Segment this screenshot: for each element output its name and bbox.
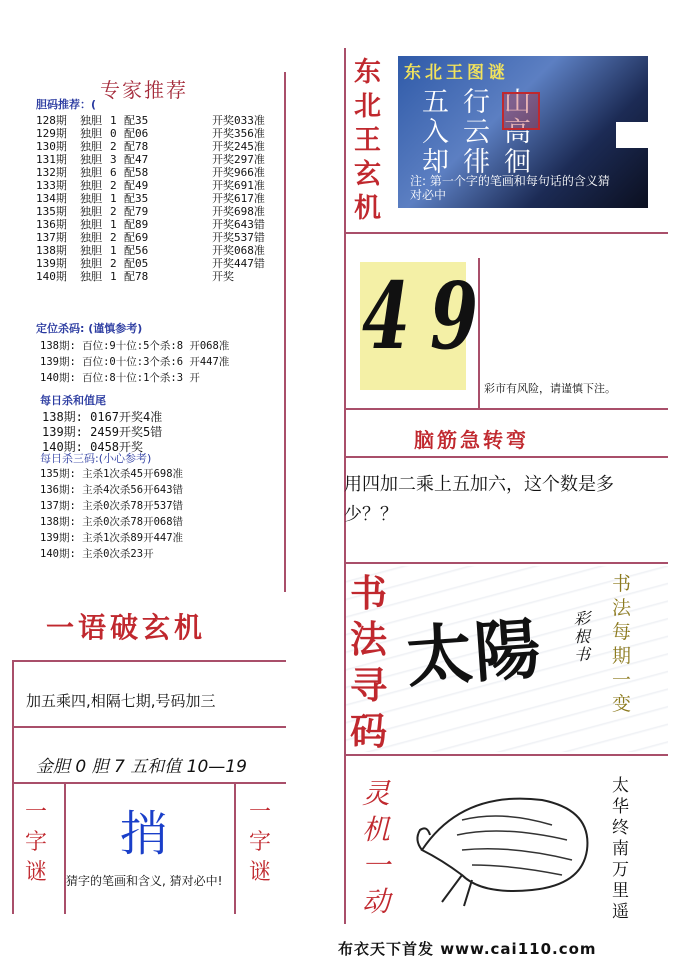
lingji-poem: 太华终南万里遥 — [612, 776, 629, 922]
dan-label: 胆码推荐：( — [36, 98, 97, 111]
expert-row-result: 开奖691准 — [212, 179, 265, 192]
divider-naojin — [344, 408, 668, 410]
expert-title: 专家推荐 — [100, 78, 188, 102]
dingwei-row: 139期: 百位:0十位:3个杀:6 开447准 — [40, 356, 230, 368]
site-footer: 布衣天下首发 www.cai110.com — [338, 940, 597, 958]
divider-jindan — [12, 726, 286, 728]
expert-row-result: 开奖617准 — [212, 192, 265, 205]
expert-row — [36, 268, 234, 284]
expert-row-type: 独胆 — [80, 179, 102, 192]
expert-row-dan: 2 — [110, 205, 117, 218]
expert-row-type: 独胆 — [80, 257, 102, 270]
expert-row-period: 140期 — [36, 270, 67, 283]
expert-row-pei: 配05 — [124, 257, 149, 270]
expert-row-result: 开奖 — [212, 270, 234, 283]
expert-row-pei: 配58 — [124, 166, 149, 179]
expert-row-period: 133期 — [36, 179, 67, 192]
yiyu-title: 一语破玄机 — [46, 611, 207, 644]
dongbei-label: 东北王玄机 — [354, 57, 381, 224]
digit-two: 9 — [430, 262, 479, 370]
expert-row-type: 独胆 — [80, 140, 102, 153]
expert-row-dan: 1 — [110, 270, 117, 283]
expert-row-period: 128期 — [36, 114, 67, 127]
expert-row-result: 开奖643错 — [212, 218, 265, 231]
expert-row-type: 独胆 — [80, 166, 102, 179]
expert-row-pei: 配79 — [124, 205, 149, 218]
expert-row-dan: 1 — [110, 218, 117, 231]
meiri-wei-row: 140期: 0458开奖 — [42, 440, 144, 454]
expert-row-dan: 2 — [110, 140, 117, 153]
calligraphy-signature: 彩根书 — [574, 609, 591, 664]
expert-row-period: 130期 — [36, 140, 67, 153]
meiri-wei-head: 每日杀和值尾 — [40, 394, 106, 407]
expert-row-dan: 0 — [110, 127, 117, 140]
expert-row-type: 独胆 — [80, 192, 102, 205]
riddle-char: 捎 — [120, 806, 169, 862]
divider-naojin-q — [344, 456, 668, 458]
meiri-sanma-head: 每日杀三码:(小心参考) — [40, 452, 152, 465]
expert-row-period: 137期 — [36, 231, 67, 244]
expert-row-result: 开奖068准 — [212, 244, 265, 257]
yizimi-label-left: 一字谜 — [24, 800, 47, 885]
picture-line: 入云高 — [422, 117, 545, 148]
expert-row-pei: 配47 — [124, 153, 149, 166]
risk-note: 彩市有风险，请谨慎下注。 — [484, 382, 616, 395]
expert-row-type: 独胆 — [80, 270, 102, 283]
expert-row-period: 138期 — [36, 244, 67, 257]
picture-line: 五行山 — [422, 87, 545, 118]
expert-row-pei: 配35 — [124, 192, 149, 205]
sanma-row: 135期: 主杀1次杀45开698准 — [40, 468, 184, 480]
expert-row-pei: 配69 — [124, 231, 149, 244]
expert-row-pei: 配06 — [124, 127, 149, 140]
expert-row-result: 开奖966准 — [212, 166, 265, 179]
expert-row-result: 开奖245准 — [212, 140, 265, 153]
dingwei-head: 定位杀码: (谨慎参考) — [36, 322, 143, 335]
lingji-label: 灵机一动 — [362, 777, 391, 918]
divider-lingji — [344, 754, 668, 756]
naojin-title: 脑筋急转弯 — [414, 428, 529, 452]
dingwei-row: 140期: 百位:8十位:1个杀:3 开 — [40, 372, 200, 384]
expert-row-type: 独胆 — [80, 153, 102, 166]
expert-row-result: 开奖033准 — [212, 114, 265, 127]
expert-row-dan: 2 — [110, 257, 117, 270]
divider-digits — [344, 232, 668, 234]
expert-row-type: 独胆 — [80, 231, 102, 244]
jindan-text: 金胆 0 胆 7 五和值 10—19 — [36, 757, 247, 777]
expert-row-result: 开奖297准 — [212, 153, 265, 166]
riddle-picture — [398, 56, 648, 208]
dingwei-row: 138期: 百位:9十位:5个杀:8 开068准 — [40, 340, 230, 352]
expert-row-dan: 1 — [110, 244, 117, 257]
expert-row-period: 134期 — [36, 192, 67, 205]
yiyu-text: 加五乘四,相隔七期,号码加三 — [26, 692, 216, 710]
expert-row-type: 独胆 — [80, 205, 102, 218]
expert-row-result: 开奖356准 — [212, 127, 265, 140]
expert-row-pei: 配78 — [124, 270, 149, 283]
expert-row-period: 139期 — [36, 257, 67, 270]
expert-row-dan: 6 — [110, 166, 117, 179]
expert-row-type: 独胆 — [80, 244, 102, 257]
expert-row-period: 135期 — [36, 205, 67, 218]
picture-line: 却徘徊 — [422, 147, 545, 178]
expert-row-pei: 配78 — [124, 140, 149, 153]
shufa-label: 书法寻码 — [350, 571, 387, 753]
divider-shufa — [344, 562, 668, 564]
expert-row-period: 132期 — [36, 166, 67, 179]
zimi-left-border — [64, 782, 66, 914]
divider-yiyu — [12, 660, 286, 662]
expert-row-dan: 2 — [110, 179, 117, 192]
left-border — [12, 660, 14, 914]
expert-row-dan: 1 — [110, 114, 117, 127]
expert-row-dan: 3 — [110, 153, 117, 166]
left-inner-border — [284, 72, 286, 592]
expert-row-dan: 1 — [110, 192, 117, 205]
sanma-row: 140期: 主杀0次杀23开 — [40, 548, 154, 560]
picture-mask — [616, 122, 656, 148]
expert-row-pei: 配89 — [124, 218, 149, 231]
peacock-drawing-icon — [402, 780, 602, 910]
expert-row-result: 开奖447错 — [212, 257, 265, 270]
expert-row-result: 开奖698准 — [212, 205, 265, 218]
digits-border — [478, 258, 480, 408]
riddle-hint: 猜字的笔画和含义, 猜对必中! — [66, 874, 223, 888]
yizimi-label-right: 一字谜 — [248, 800, 271, 885]
expert-row-pei: 配49 — [124, 179, 149, 192]
sanma-row: 136期: 主杀4次杀56开643错 — [40, 484, 184, 496]
expert-row-type: 独胆 — [80, 114, 102, 127]
calligraphy-text: 太陽 — [403, 609, 545, 697]
meiri-wei-row: 138期: 0167开奖4准 — [42, 410, 163, 424]
sanma-row: 139期: 主杀1次杀89开447准 — [40, 532, 184, 544]
expert-row-period: 136期 — [36, 218, 67, 231]
picture-title: 东北王图谜 — [404, 63, 509, 83]
expert-row-period: 129期 — [36, 127, 67, 140]
divider-zimi — [12, 782, 286, 784]
zimi-right-border — [234, 782, 236, 914]
sanma-row: 137期: 主杀0次杀78开537错 — [40, 500, 184, 512]
seal-stamp-icon — [502, 92, 540, 130]
expert-row-period: 131期 — [36, 153, 67, 166]
expert-row-type: 独胆 — [80, 127, 102, 140]
sanma-row: 138期: 主杀0次杀78开068错 — [40, 516, 184, 528]
meiri-wei-row: 139期: 2459开奖5错 — [42, 425, 163, 439]
expert-row-type: 独胆 — [80, 218, 102, 231]
expert-row-pei: 配56 — [124, 244, 149, 257]
expert-row-pei: 配35 — [124, 114, 149, 127]
picture-note: 注: 第一个字的笔画和每句话的含义猜对必中 — [410, 174, 610, 202]
digit-one: 4 — [362, 262, 411, 370]
expert-row-dan: 2 — [110, 231, 117, 244]
expert-row-result: 开奖537错 — [212, 231, 265, 244]
shufa-side-note: 书法每期一变 — [612, 573, 632, 715]
naojin-question: 用四加二乘上五加六，这个数是多少？？ — [344, 474, 614, 525]
